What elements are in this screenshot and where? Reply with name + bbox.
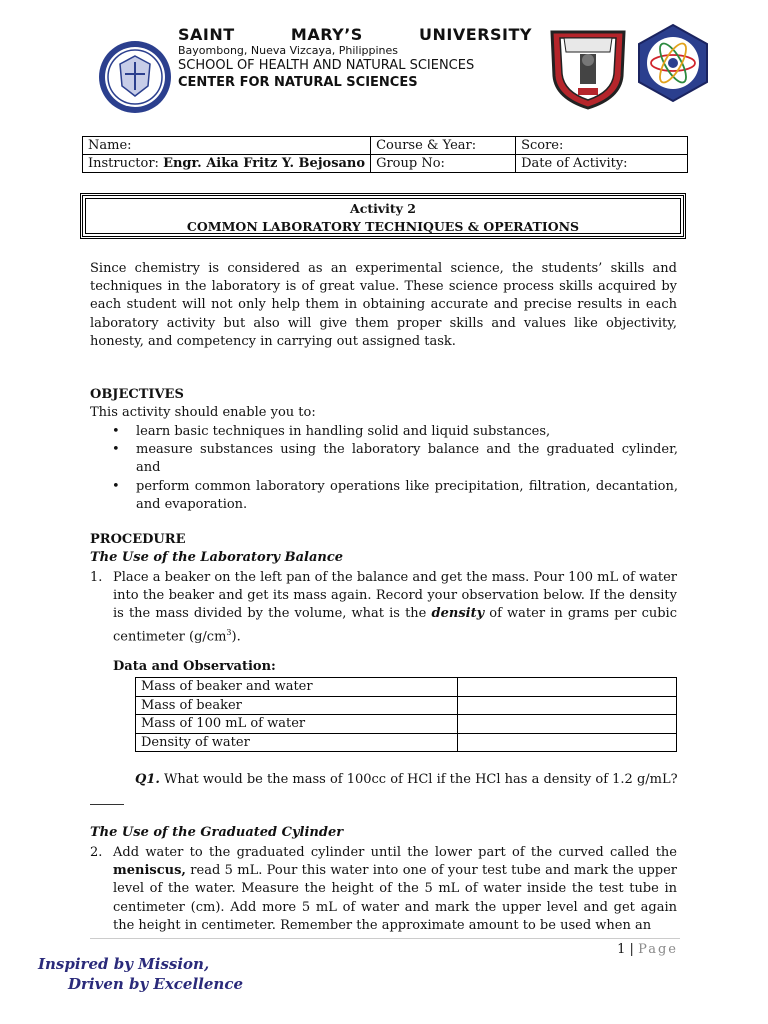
university-address: Bayombong, Nueva Vizcaya, Philippines xyxy=(178,44,399,57)
row-label: Mass of 100 mL of water xyxy=(136,715,458,734)
motto-line: Inspired by Mission, xyxy=(38,955,210,973)
instructor-cell xyxy=(83,155,371,173)
student-info-table xyxy=(82,136,688,173)
objectives-list xyxy=(112,423,678,514)
step-number: 2. xyxy=(90,845,103,860)
question-1 xyxy=(135,772,678,787)
footer-divider xyxy=(90,938,680,939)
instructor-name: Engr. Aika Fritz Y. Bejosano xyxy=(163,156,366,171)
date-of-activity-cell[interactable]: Date of Activity: xyxy=(516,155,688,173)
university-word: MARY’S xyxy=(290,25,363,44)
course-year-cell[interactable]: Course & Year: xyxy=(371,137,516,155)
table-row xyxy=(136,715,677,734)
university-word: SAINT xyxy=(178,25,235,44)
row-label: Density of water xyxy=(136,733,458,752)
procedure-step-1 xyxy=(90,569,677,646)
value-cell[interactable] xyxy=(458,733,677,752)
question-text: What would be the mass of 100cc of HCl if the HCl has a density of 1.2 g/mL? xyxy=(159,772,678,787)
intro-paragraph: Since chemistry is considered as an experimental science, the students’ skills and techniques in the laboratory is of great value. These science process skills acquired by each student will not only help them in obtaining accurate and precise results in each laboratory activity but also will give them proper skills and values like objectivity, honesty, and competency in carrying out assigned task. xyxy=(90,261,677,349)
instructor-label: Instructor: xyxy=(88,156,164,171)
table-row xyxy=(83,137,688,155)
page-number: 1 | Page xyxy=(617,942,678,957)
list-item: • measure substances using the laboratory balance and the graduated cylinder, and xyxy=(112,442,678,476)
data-observation-heading: Data and Observation: xyxy=(113,659,276,674)
university-motto xyxy=(38,954,243,994)
list-item: • perform common laboratory operations like precipitation, filtration, decantation, and evaporation. xyxy=(112,478,678,512)
school-shield-logo xyxy=(546,24,630,110)
procedure-step-2 xyxy=(90,844,677,935)
step-text: Add water to the graduated cylinder until the lower part of the curved called the meniscus, read 5 mL. Pour this water into one of your test tube and mark the upper level of the water. Measure the height of the 5 mL of water inside the test tube in centimeter (cm). Add more 5 mL of water and mark the upper level and get again the height in centimeter. Remember the approximate amount to be used when an xyxy=(113,845,677,933)
university-word: UNIVERSITY xyxy=(419,25,532,44)
procedure-heading: PROCEDURE xyxy=(90,532,186,547)
activity-title: COMMON LABORATORY TECHNIQUES & OPERATIONS xyxy=(186,219,580,234)
table-row xyxy=(136,733,677,752)
group-no-cell[interactable]: Group No: xyxy=(371,155,516,173)
balance-subheading: The Use of the Laboratory Balance xyxy=(90,550,344,565)
motto-line: Driven by Excellence xyxy=(68,975,243,993)
data-observation-table xyxy=(135,677,677,752)
table-row xyxy=(83,155,688,173)
university-seal-logo xyxy=(98,40,172,114)
university-name xyxy=(178,25,532,44)
value-cell[interactable] xyxy=(458,715,677,734)
row-label: Mass of beaker xyxy=(136,696,458,715)
objectives-lead: This activity should enable you to: xyxy=(90,405,316,420)
center-name: CENTER FOR NATURAL SCIENCES xyxy=(178,75,418,90)
activity-title-box xyxy=(80,193,686,239)
table-row xyxy=(136,696,677,715)
step-number: 1. xyxy=(90,570,103,585)
list-item: • learn basic techniques in handling solid and liquid substances, xyxy=(112,424,551,439)
center-hexagon-logo xyxy=(632,22,714,104)
value-cell[interactable] xyxy=(458,678,677,697)
objectives-heading: OBJECTIVES xyxy=(90,387,184,402)
score-cell[interactable]: Score: xyxy=(516,137,688,155)
cylinder-subheading: The Use of the Graduated Cylinder xyxy=(90,825,344,840)
activity-number: Activity 2 xyxy=(350,201,416,216)
value-cell[interactable] xyxy=(458,696,677,715)
step-text: Place a beaker on the left pan of the balance and get the mass. Pour 100 mL of water into the beaker and get its mass again. Record your observation below. If the density is the mass divided by the volume, what is the density of water in grams per cubic centimeter $(g/cm^3)$. xyxy=(113,570,677,644)
table-row xyxy=(136,678,677,697)
row-label: Mass of beaker and water xyxy=(136,678,458,697)
question-label: Q1. xyxy=(135,772,160,787)
school-name: SCHOOL OF HEALTH AND NATURAL SCIENCES xyxy=(178,58,475,73)
answer-blank[interactable] xyxy=(90,804,124,805)
name-cell[interactable]: Name: xyxy=(83,137,371,155)
